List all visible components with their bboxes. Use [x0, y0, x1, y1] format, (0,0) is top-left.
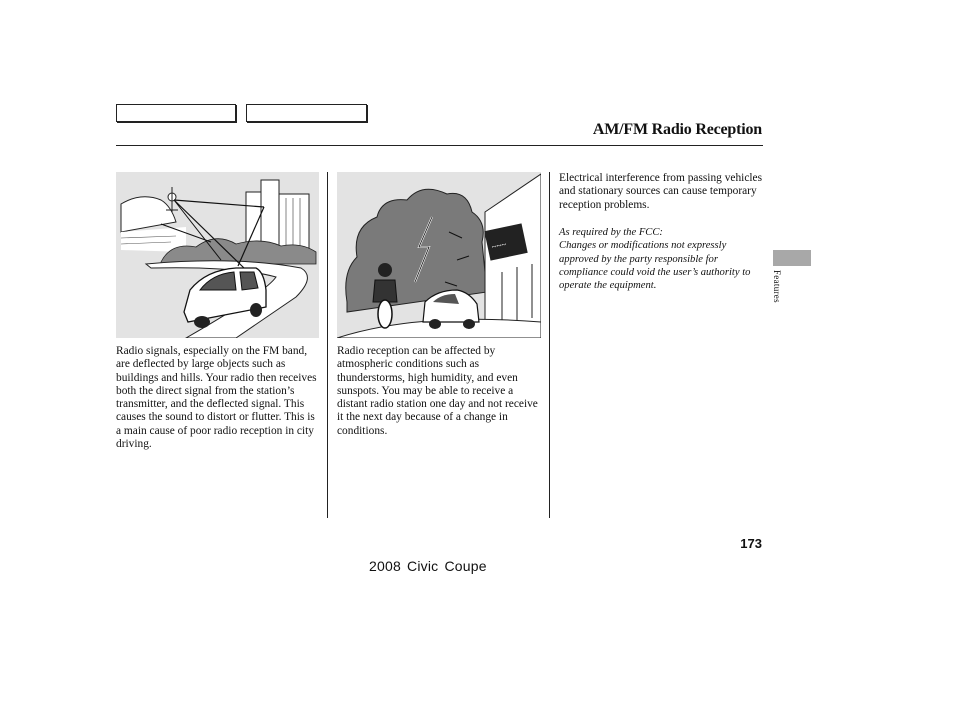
- model-footer: 2008 Civic Coupe: [369, 558, 487, 574]
- signal-deflection-drawing: [116, 172, 319, 338]
- neon-sign-icon: ~~~: [490, 239, 508, 252]
- fcc-body: Changes or modifications not expressly approved by the party responsible for compliance could void the user’s authority to operate the equipment.: [559, 240, 751, 292]
- fcc-heading: As required by the FCC:: [559, 227, 663, 238]
- illustration-thunderstorm: [337, 172, 541, 338]
- right-column-text: Electrical interference from passing vehicles and stationary sources can cause temporary reception problems.: [559, 172, 763, 211]
- middle-column-text: Radio reception can be affected by atmospheric conditions such as thunderstorms, high humidity, and even sunspots. You may be able to receive a distant radio station one day and not receive it the next day because of a change in conditions.: [337, 345, 538, 437]
- column-divider-1: [327, 172, 328, 518]
- page-title: AM/FM Radio Reception: [592, 121, 762, 138]
- column-divider-2: [549, 172, 550, 518]
- header-rule: [116, 145, 763, 146]
- fcc-notice: [559, 226, 764, 292]
- thunderstorm-drawing: [337, 172, 541, 338]
- page-number: 173: [740, 536, 762, 551]
- section-label: Features: [772, 270, 782, 303]
- left-column-text: Radio signals, especially on the FM band, are deflected by large objects such as buildings and hills. Your radio then receives both the direct signal from the station’s transmitter, and the deflected signal. This causes the sound to distort or flutter. This is a main cause of poor radio reception in city driving.: [116, 345, 317, 451]
- nav-tab-1[interactable]: [116, 104, 236, 122]
- illustration-signal-deflection: [116, 172, 319, 338]
- section-tab: [773, 250, 811, 266]
- nav-tab-2[interactable]: [246, 104, 367, 122]
